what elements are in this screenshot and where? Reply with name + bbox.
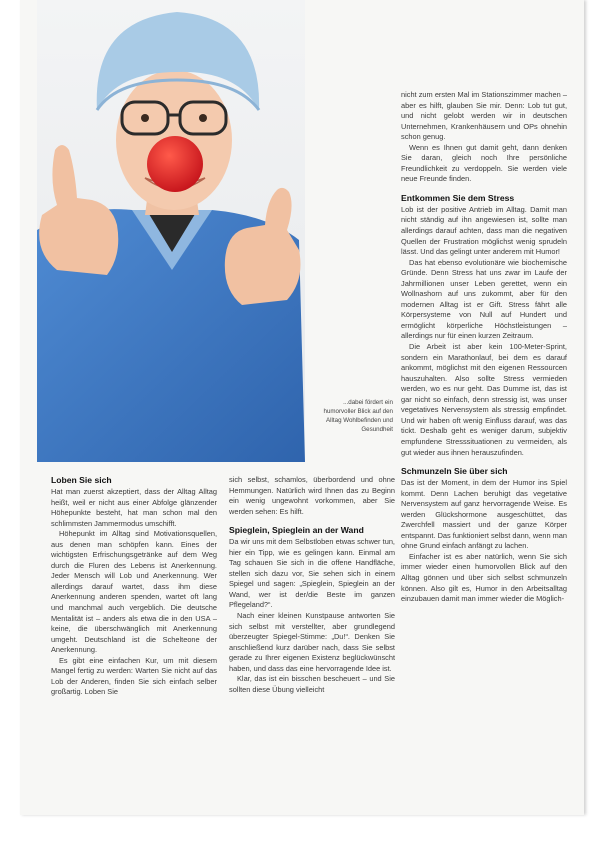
nurse-clown-photo (37, 0, 305, 462)
paragraph: sich selbst, schamlos, überbordend und ohne Hemmungen. Natürlich wird Ihnen das zu Beginn ein wenig ungewohnt vorkommen, aber Sie werden sehen: Es hilft. (229, 475, 395, 516)
paragraph: Einfacher ist es aber natürlich, wenn Sie sich immer wieder einen humorvollen Blick auf den Alltag gönnen und über sich selbst schmunzeln können. Also gilt es, Humor in den Arbeitsalltag einzubauen damit man immer wieder die Möglich- (401, 551, 567, 604)
heading-spieglein: Spieglein, Spieglein an der Wand (229, 525, 364, 536)
paragraph: Lob ist der positive Antrieb im Alltag. Damit man nicht ständig auf ihn angewiesen ist, sollte man allerdings darauf achten, dass man die negativen Quellen der Frustration möglichst wenig sprudeln lässt. Und das gelingt unter anderem mit Humor! (401, 204, 567, 257)
photo-caption: ...dabei fördert ein humorvoller Blick auf den Alltag Wohlbefinden und Gesundheit (323, 399, 393, 433)
paragraph: Das ist der Moment, in dem der Humor ins Spiel kommt. Denn Lachen beruhigt das vegetative Nervensystem auf ganz hervorragende Weise. Es werden Glückshormone ausgeschüttet, das Zwerchfell massiert und der ganze Körper entspannt. Das funktioniert selbst dann, wenn man ohne Grund einfach anfängt zu lachen. (401, 478, 567, 551)
paragraph: Das hat ebenso evolutionäre wie biochemische Gründe. Denn Stress hat uns zwar im Laufe der Jahrmillionen unser Leben gerettet, wenn ein Wollnashorn auf uns zukommt, aber für den modernen Alltag ist er Gift. Stress fährt alle Körpersysteme von Null auf Hundert und ermöglicht körperliche Höchstleistungen – allerdings nur für einen kurzen Zeitraum. (401, 257, 567, 341)
paragraph: Nach einer kleinen Kunstpause antworten Sie sich selbst mit verstellter, aber grundlegend überzeugter Spiegel-Stimme: „Du!“. Denken Sie anschließend kurz darüber nach, dass Sie selbst gerade zu Ihrer eigenen Existenz beglückwünscht haben, und dass das eine hervorragende Idee ist. (229, 611, 395, 673)
photo-illustration (37, 0, 305, 462)
heading-schmunzeln: Schmunzeln Sie über sich (401, 466, 508, 477)
paragraph: Es gibt eine einfachen Kur, um mit diesem Mangel fertig zu werden: Warten Sie nicht auf das Lob der Anderen, finden Sie sich einfach selber großartig. Loben Sie (51, 655, 217, 697)
column-3 (401, 90, 567, 605)
column-2 (229, 475, 395, 695)
paragraph: Wenn es Ihnen gut damit geht, dann denken Sie daran, gleich noch Ihre persönliche Freundlichkeit zu verdoppeln. Sie werden viele neue Freunde finden. (401, 142, 567, 184)
heading-loben: Loben Sie sich (51, 475, 112, 485)
paragraph: Klar, das ist ein bisschen bescheuert – und Sie sollten diese Übung vielleicht (229, 674, 395, 694)
paragraph: Höhepunkt im Alltag sind Motivationsquellen, aus denen man schöpfen kann. Eines der wichtigsten Erfrischungsgetränke auf dem Weg durch die Fluren des Lebens ist Anerkennung. Jeder Mensch will Lob und Anerkennung. Wer allerdings darauf wartet, dass ihm diese Anerkennung anderen spenden, wartet oft lang und manchmal auch vergeblich. Die deutsche Mentalität ist – anders als etwa die in den USA – keine, die überschwänglich mit Anerkennung umgeht. Deutschland ist die Schelteone der Anerkennung. (51, 529, 217, 655)
paragraph: Die Arbeit ist aber kein 100-Meter-Sprint, sondern ein Marathonlauf, bei dem es darauf ankommt, möglichst mit den eigenen Ressourcen hauszuhalten. Also sollte Stress vermieden werden, wo es nur geht. Das Dumme ist, das ist gar nicht so einfach, denn stressig ist, was unser vegetatives Nervensystem als stressig empfindet. Und wir haben oft wenig Einfluss darauf, was das tickt. Deshalb geht es weniger darum, subjektiv empfundene Stresssituationen zu vermeiden, als gut wieder aus ihnen herauszufinden. (401, 342, 567, 457)
photo-credit (289, 370, 299, 450)
column-1 (51, 475, 217, 698)
paragraph: Da wir uns mit dem Selbstloben etwas schwer tun, hier ein Tipp, wie es gelingen kann. Einmal am Tag schauen Sie sich in die offene Handfläche, stellen sich dazu vor, Sie sehen sich in einem Spiegel und sagen: „Spieglein, Spieglein an der Wand, wer ist der/die Beste im ganzen Pflegeland?“. (229, 537, 395, 610)
paragraph: nicht zum ersten Mal im Stationszimmer machen – aber es hilft, glauben Sie mir. Denn: Lob tut gut, und nicht gelobt werden wir in deutschen Unternehmen, Krankenhäusern und OPs ohnehin schon genug. (401, 90, 567, 142)
paragraph: Hat man zuerst akzeptiert, dass der Alltag Alltag heißt, weil er nicht aus einer Abfolge glänzender Höhepunkte besteht, hat man schon mal den schlimmsten Jammermodus umschifft. (51, 487, 217, 528)
clown-nose (147, 136, 203, 192)
heading-stress: Entkommen Sie dem Stress (401, 192, 515, 203)
